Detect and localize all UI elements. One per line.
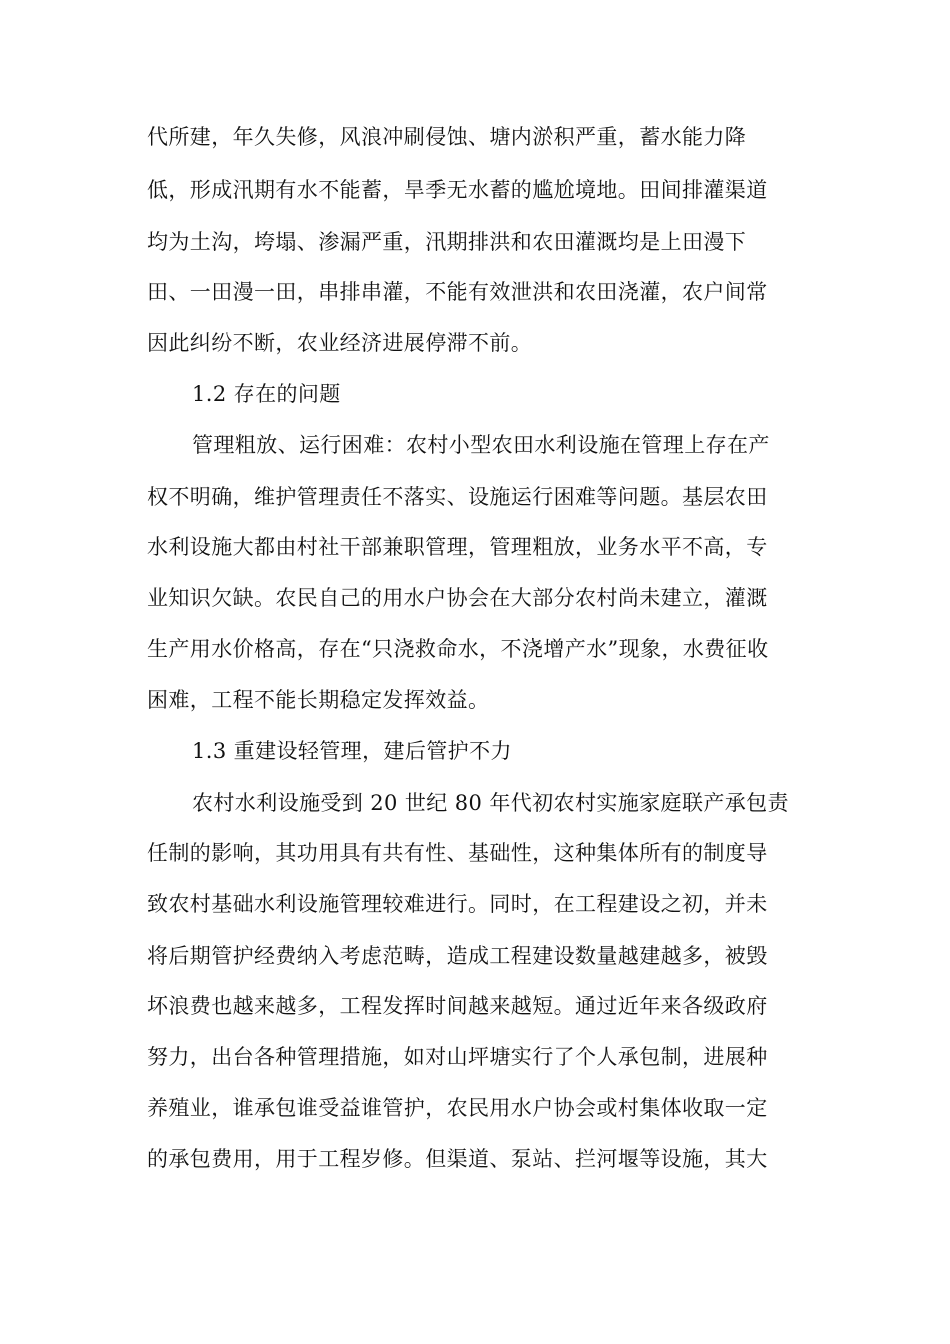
body-text-line: 生产用水价格高，存在“只浇救命水，不浇增产水”现象，水费征收 — [147, 637, 769, 661]
body-text-line: 努力，出台各种管理措施，如对山坪塘实行了个人承包制，进展种 — [147, 1045, 768, 1069]
body-text-line: 坏浪费也越来越多，工程发挥时间越来越短。通过近年来各级政府 — [147, 994, 768, 1018]
body-text-line: 业知识欠缺。农民自己的用水户协会在大部分农村尚未建立，灌溉 — [147, 586, 768, 610]
body-text-line: 任制的影响，其功用具有共有性、基础性，这种集体所有的制度导 — [147, 841, 768, 865]
body-text-line: 田、一田漫一田，串排串灌，不能有效泄洪和农田浇灌，农户间常 — [147, 280, 768, 304]
body-text-line: 均为土沟，垮塌、渗漏严重，汛期排洪和农田灌溉均是上田漫下 — [147, 230, 747, 254]
body-text-line: 管理粗放、运行困难：农村小型农田水利设施在管理上存在产 — [192, 433, 770, 457]
body-text-line: 养殖业，谁承包谁受益谁管护，农民用水户协会或村集体收取一定 — [147, 1096, 768, 1120]
body-text-line: 的承包费用，用于工程岁修。但渠道、泵站、拦河堰等设施，其大 — [147, 1147, 768, 1171]
body-text-line: 致农村基础水利设施管理较难进行。同时，在工程建设之初，并未 — [147, 892, 768, 916]
body-text-line: 因此纠纷不断，农业经济进展停滞不前。 — [147, 331, 533, 355]
body-text-line: 农村水利设施受到 20 世纪 80 年代初农村实施家庭联产承包责 — [192, 791, 789, 815]
body-text-line: 困难，工程不能长期稳定发挥效益。 — [147, 688, 490, 712]
section-heading-1-2: 1.2 存在的问题 — [192, 382, 341, 406]
body-text-line: 代所建，年久失修，风浪冲刷侵蚀、塘内淤积严重，蓄水能力降 — [147, 125, 747, 149]
body-text-line: 水利设施大都由村社干部兼职管理，管理粗放，业务水平不高，专 — [147, 535, 768, 559]
body-text-line: 低，形成汛期有水不能蓄，旱季无水蓄的尴尬境地。田间排灌渠道 — [147, 178, 768, 202]
body-text-line: 权不明确，维护管理责任不落实、设施运行困难等问题。基层农田 — [147, 485, 768, 509]
body-text-line: 将后期管护经费纳入考虑范畴，造成工程建设数量越建越多，被毁 — [147, 944, 768, 968]
section-heading-1-3: 1.3 重建设轻管理，建后管护不力 — [192, 739, 512, 763]
